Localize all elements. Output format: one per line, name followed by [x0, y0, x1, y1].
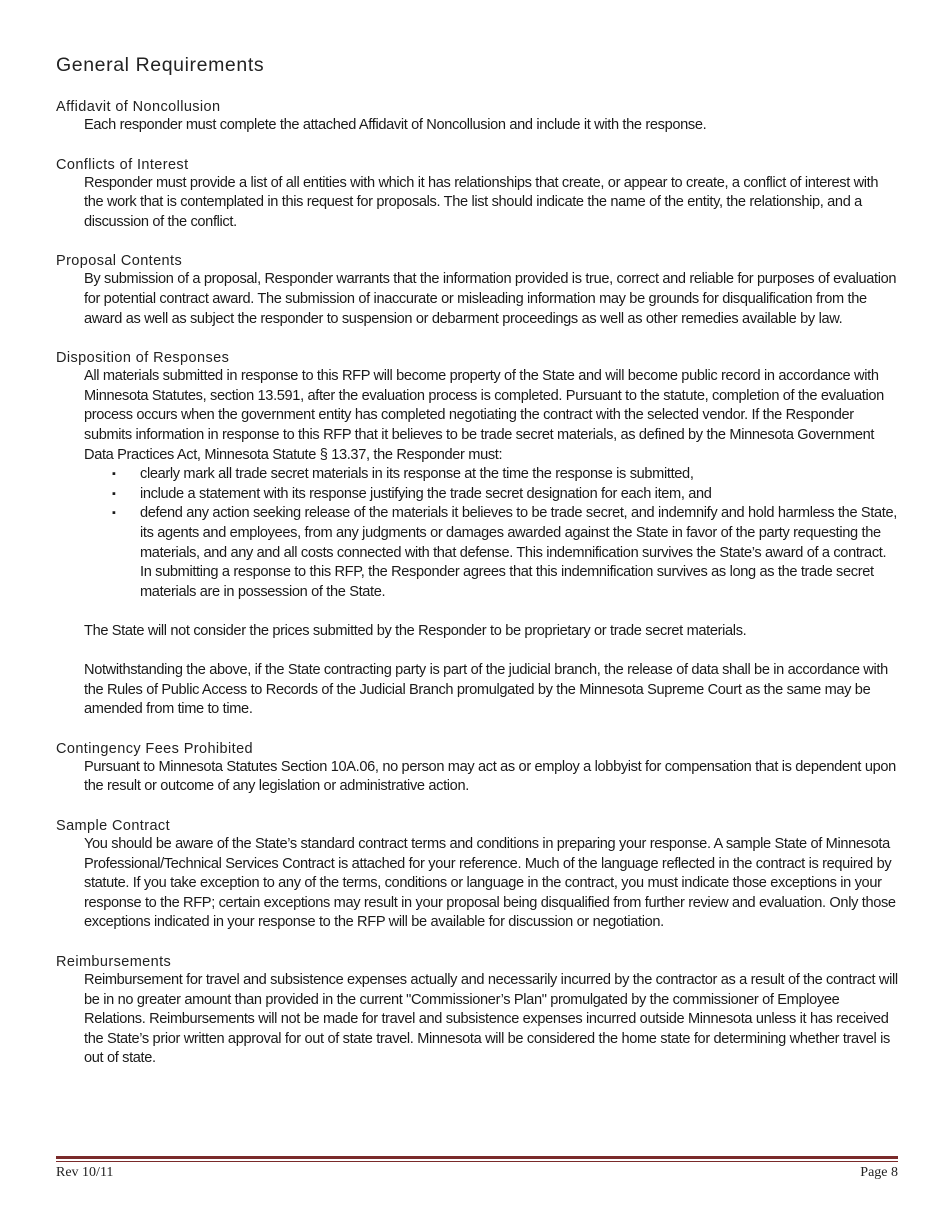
footer-rule [56, 1156, 898, 1159]
list-item: ▪ clearly mark all trade secret materials in its response at the time the response is submitted, [140, 465, 898, 485]
section-disposition [56, 349, 898, 720]
footer-rule-thin [56, 1161, 898, 1162]
section-heading: Affidavit of Noncollusion [56, 99, 221, 115]
section-contingency-fees [56, 740, 898, 797]
section-heading: Proposal Contents [56, 253, 183, 270]
section-paragraph: You should be aware of the State’s standard contract terms and conditions in preparing your response. A sample State of Minnesota Professional/Technical Services Contract is attached for your reference. Much of the language reflected in the contract is required by statute. If you take exception to any of the terms, conditions or language in the contract, you must indicate those exceptions in your response to the RFP; certain exceptions may result in your proposal being disqualified from further review and evaluation. Only those exceptions indicated in your response to the RFP will be available for discussion or negotiation. [84, 836, 896, 931]
section-paragraph: All materials submitted in response to this RFP will become property of the State and will become public record in accordance with Minnesota Statutes, section 13.591, after the evaluation process is completed. Pursuant to the statute, completion of the evaluation process occurs when the government entity has completed negotiating the contract with the selected vendor. If the Responder submits information in response to this RFP that it believes to be trade secret materials, as defined by the Minnesota Government Data Practices Act, Minnesota Statute § 13.37, the Responder must: [84, 368, 884, 463]
section-sample-contract [56, 817, 898, 933]
section-proposal-contents [56, 252, 898, 329]
list-item: ▪ include a statement with its response justifying the trade secret designation for each item, and [140, 485, 898, 505]
section-paragraph: By submission of a proposal, Responder warrants that the information provided is true, correct and reliable for purposes of evaluation for potential contract award. The submission of inaccurate or misleading information may be grounds for disqualification from the award as well as subject the responder to suspension or debarment proceedings as well as other remedies available by law. [84, 271, 897, 327]
section-heading: Disposition of Responses [56, 350, 230, 367]
revision-label: Rev 10/11 [56, 1165, 114, 1180]
section-paragraph: Reimbursement for travel and subsistence expenses actually and necessarily incurred by the contractor as a result of the contract will be in no greater amount than provided in the current "Commissioner’s Plan" promulgated by the commissioner of Employee Relations. Reimbursements will not be made for travel and subsistence expenses incurred outside Minnesota unless it has received the State’s prior written approval for out of state travel. Minnesota will be considered the home state for determining whether travel is out of state. [84, 972, 898, 1067]
page-footer [56, 1165, 898, 1181]
section-paragraph: Responder must provide a list of all entities with which it has relationships that create, or appear to create, a conflict of interest with the work that is contemplated in this request for proposals. The list should indicate the name of the entity, the relationship, and a discussion of the conflict. [84, 174, 879, 230]
section-heading: Reimbursements [56, 954, 172, 970]
section-paragraph: The State will not consider the prices submitted by the Responder to be proprietary or trade secret materials. [84, 622, 747, 639]
section-affidavit [56, 98, 898, 136]
section-heading: Sample Contract [56, 818, 170, 835]
document-page [56, 54, 898, 1089]
section-paragraph: Each responder must complete the attached Affidavit of Noncollusion and include it with the response. [84, 117, 707, 133]
section-reimbursements [56, 953, 898, 1069]
section-heading: Conflicts of Interest [56, 156, 189, 173]
section-conflicts [56, 156, 898, 233]
page-title: General Requirements [56, 54, 265, 76]
page-number: Page 8 [860, 1165, 898, 1180]
list-item: ▪ defend any action seeking release of the materials it believes to be trade secret, and indemnify and hold harmless the State, its agents and employees, from any judgments or damages awarded against the State in favor of the party requesting the materials, and any and all costs connected with that defense. This indemnification survives the State’s award of a contract. In submitting a response to this RFP, the Responder agrees that this indemnification survives as long as the trade secret materials are in possession of the State. [140, 504, 898, 602]
section-heading: Contingency Fees Prohibited [56, 740, 253, 757]
bullet-list [56, 465, 898, 602]
section-paragraph: Pursuant to Minnesota Statutes Section 10A.06, no person may act as or employ a lobbyist for compensation that is dependent upon the result or outcome of any legislation or administrative action. [84, 758, 896, 795]
section-paragraph: Notwithstanding the above, if the State contracting party is part of the judicial branch, the release of data shall be in accordance with the Rules of Public Access to Records of the Judicial Branch promulgated by the Minnesota Supreme Court as the same may be amended from time to time. [84, 662, 888, 718]
